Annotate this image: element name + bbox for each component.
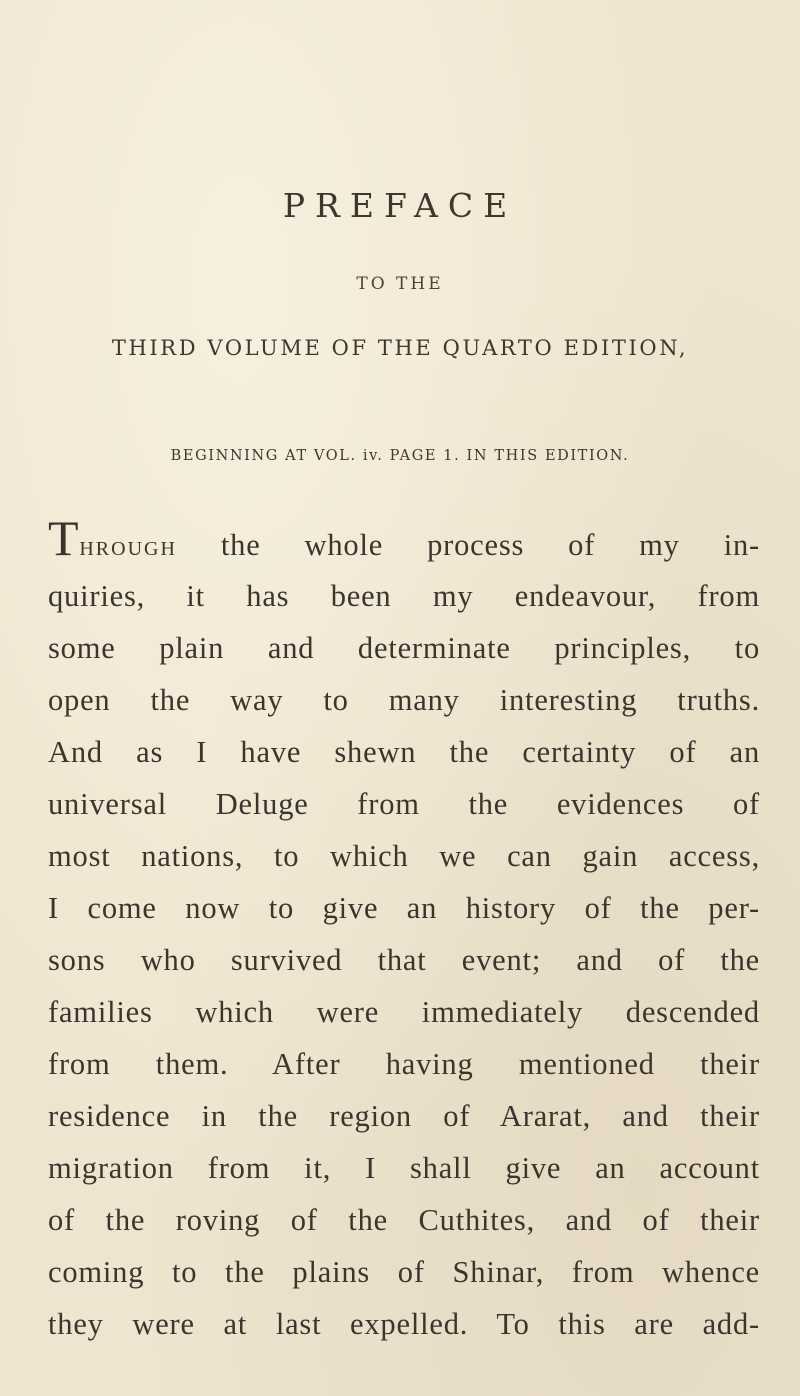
beginning-note: BEGINNING AT VOL. iv. PAGE 1. IN THIS EDITION. xyxy=(170,448,630,464)
body-line-7: most nations, to which we can gain access, xyxy=(48,839,760,873)
body-line-13: migration from it, I shall give an account xyxy=(48,1151,760,1185)
body-line-9: sons who survived that event; and of the xyxy=(48,943,760,977)
body-line-3: some plain and determinate principles, to xyxy=(48,631,760,665)
body-line-6: universal Deluge from the evidences of xyxy=(48,787,760,821)
body-line-14: of the roving of the Cuthites, and of their xyxy=(48,1203,760,1237)
body-line-12: residence in the region of Ararat, and their xyxy=(48,1099,760,1133)
body-line-4: open the way to many interesting truths. xyxy=(48,683,760,717)
body-line-5: And as I have shewn the certainty of an xyxy=(48,735,760,769)
body-line-10: families which were immediately descended xyxy=(48,995,760,1029)
to-the-line: TO THE xyxy=(356,274,444,294)
first-word-smallcaps: HROUGH xyxy=(79,538,177,560)
body-line-15: coming to the plains of Shinar, from whence xyxy=(48,1255,760,1289)
body-line-2: quiries, it has been my endeavour, from xyxy=(48,579,760,613)
volume-line: THIRD VOLUME OF THE QUARTO EDITION, xyxy=(111,336,689,360)
preface-title: PREFACE xyxy=(282,186,518,225)
body-line-16: they were at last expelled. To this are add- xyxy=(48,1307,760,1341)
body-line-11: from them. After having mentioned their xyxy=(48,1047,760,1081)
body-line-text: the whole process of my in- xyxy=(220,528,760,562)
body-line-8: I come now to give an history of the per- xyxy=(48,891,760,925)
body-line-1 xyxy=(48,510,760,570)
preface-body xyxy=(48,510,760,1350)
drop-cap: T xyxy=(48,510,80,566)
